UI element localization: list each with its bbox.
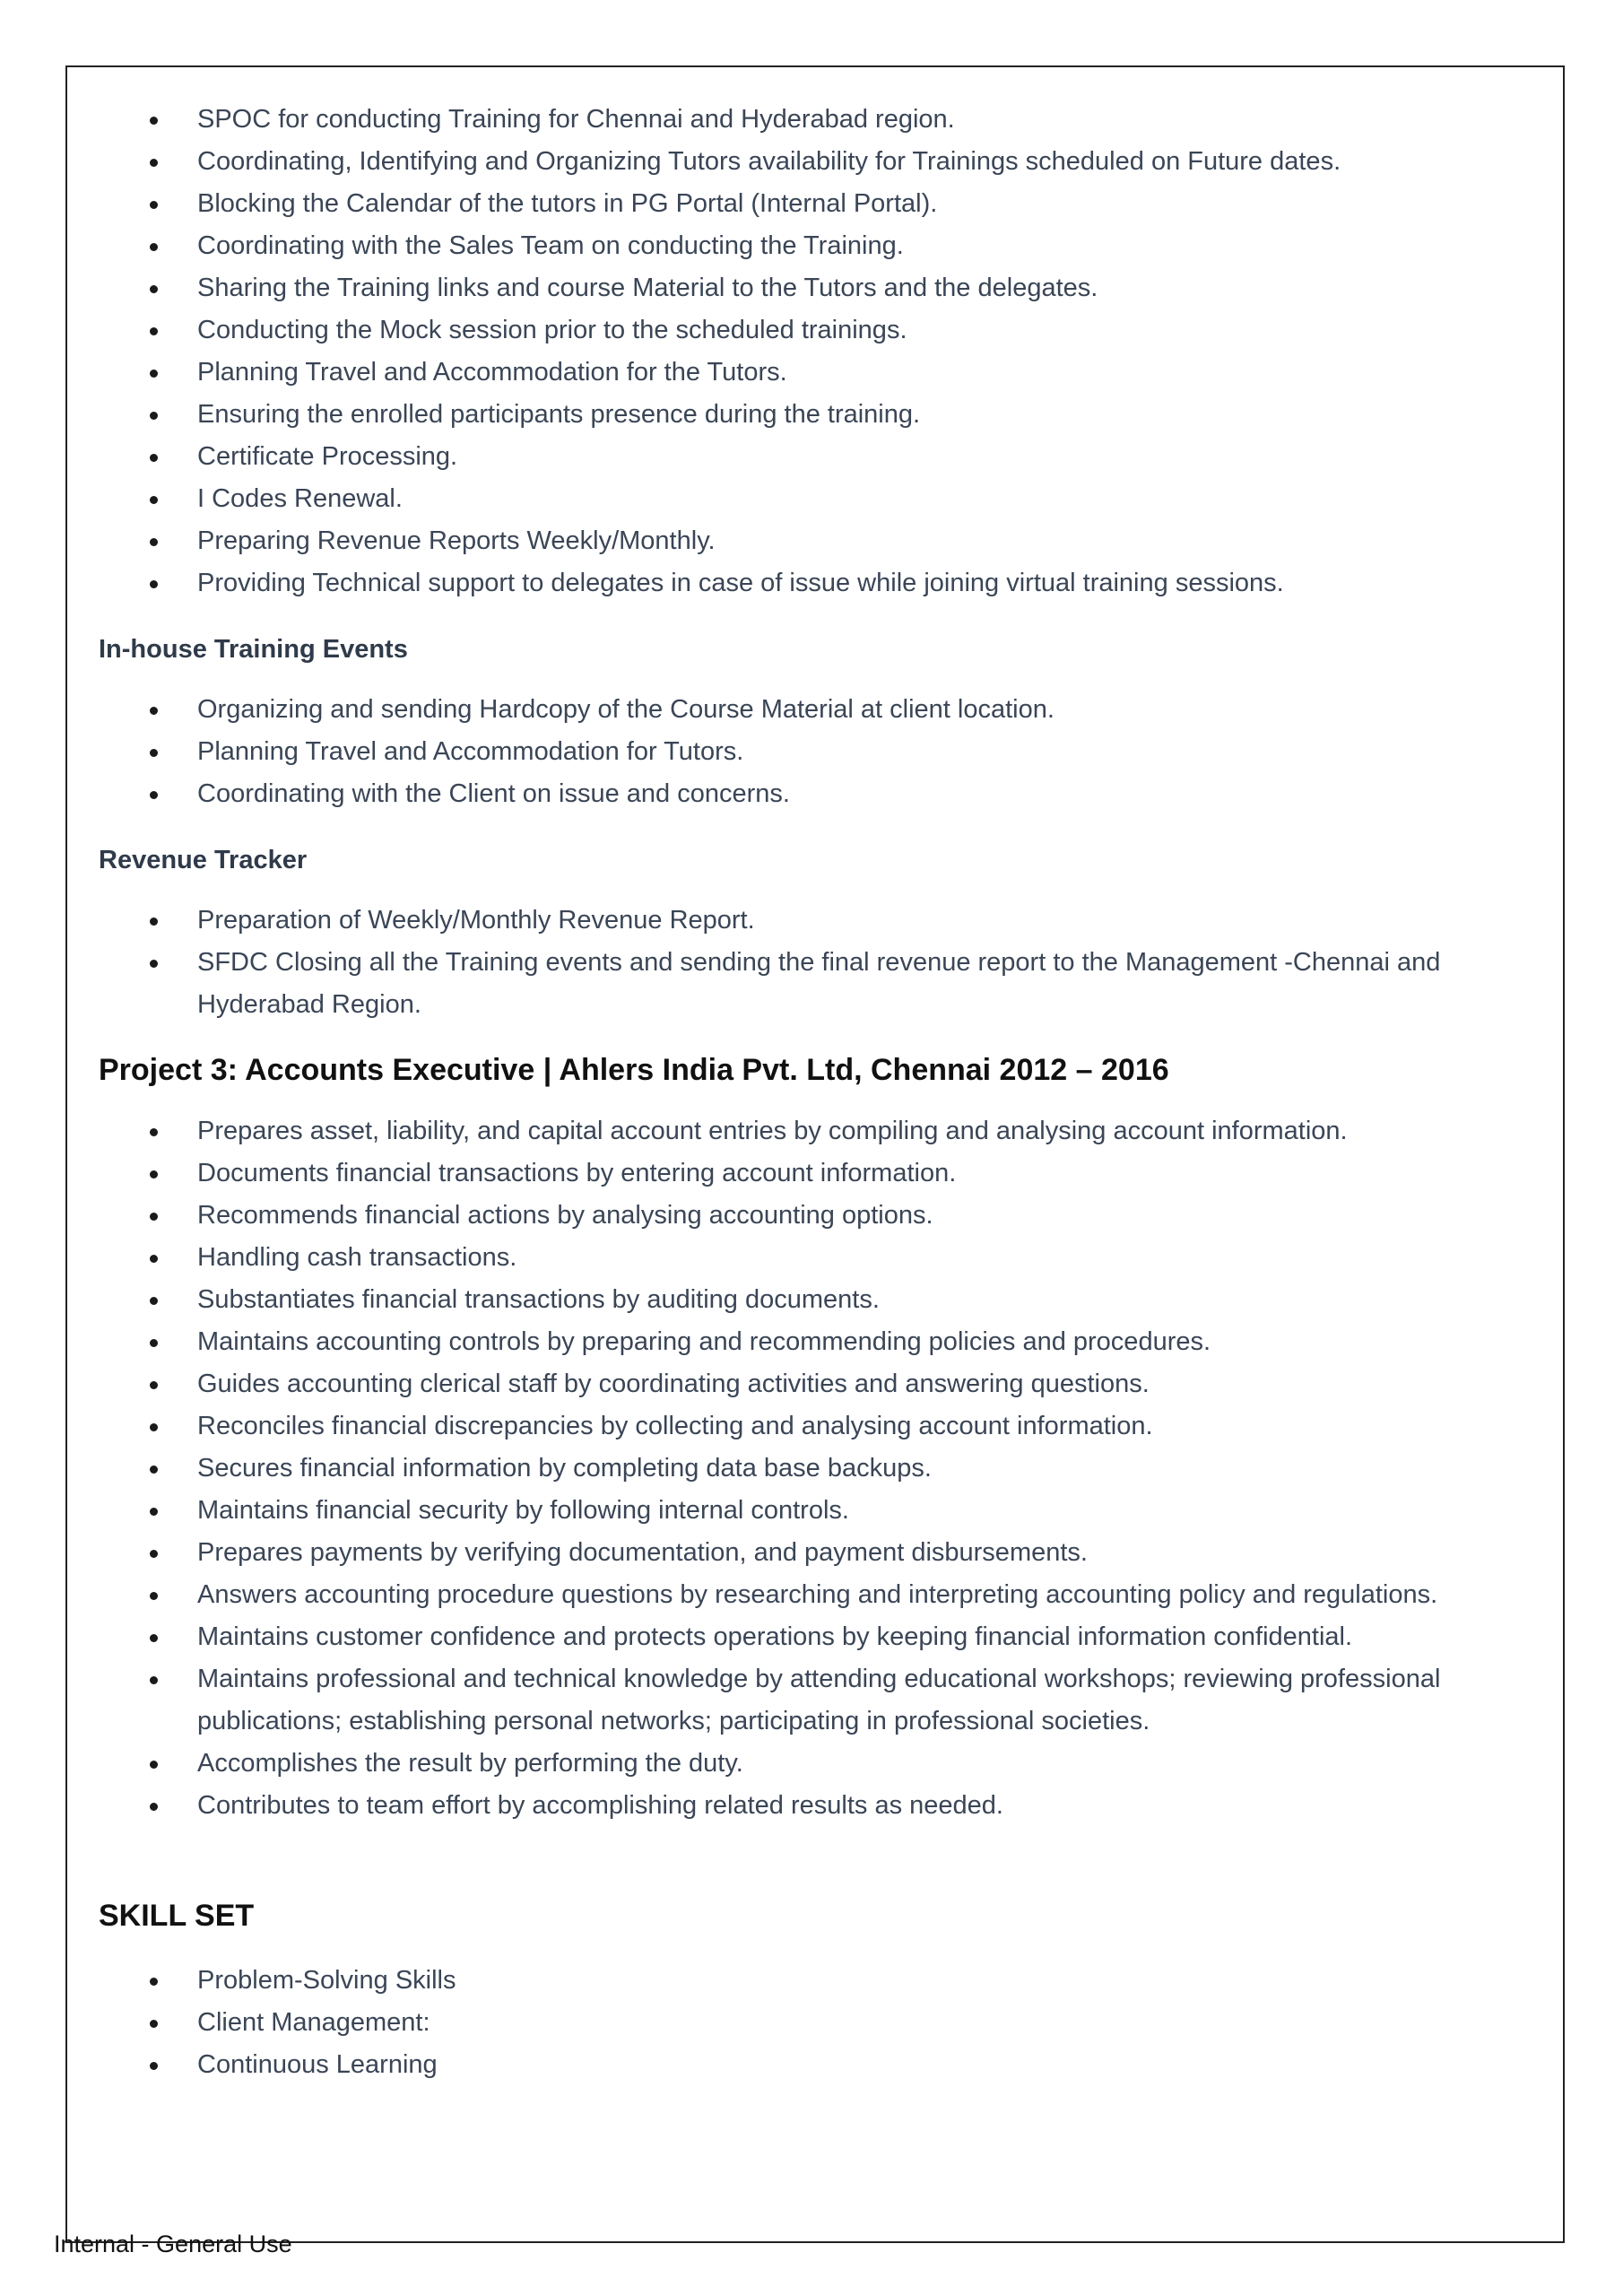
list-item: Coordinating with the Client on issue and concerns.: [99, 773, 1533, 815]
list-item: Organizing and sending Hardcopy of the Course Material at client location.: [99, 689, 1533, 731]
list-item: I Codes Renewal.: [99, 478, 1533, 520]
list-item: Secures financial information by completing data base backups.: [99, 1448, 1533, 1490]
list-item: Substantiates financial transactions by auditing documents.: [99, 1279, 1533, 1321]
list-item: Maintains financial security by following internal controls.: [99, 1490, 1533, 1532]
list-item: Continuous Learning: [99, 2044, 1533, 2086]
inhouse-list: [99, 689, 1533, 815]
project3-list: [99, 1110, 1533, 1827]
revenue-heading: Revenue Tracker: [99, 846, 308, 874]
list-item: Recommends financial actions by analysing accounting options.: [99, 1195, 1533, 1237]
list-item: Guides accounting clerical staff by coordinating activities and answering questions.: [99, 1363, 1533, 1405]
list-item: Documents financial transactions by entering account information.: [99, 1152, 1533, 1195]
skills-heading: SKILL SET: [99, 1899, 255, 1933]
list-item: Problem-Solving Skills: [99, 1960, 1533, 2002]
project3-heading: Project 3: Accounts Executive | Ahlers India Pvt. Ltd, Chennai 2012 – 2016: [99, 1053, 1169, 1087]
inhouse-heading: In-house Training Events: [99, 635, 408, 664]
list-item: Answers accounting procedure questions by researching and interpreting accounting policy and regulations.: [99, 1574, 1533, 1616]
list-item: Coordinating with the Sales Team on conducting the Training.: [99, 225, 1533, 267]
responsibilities-list: [99, 99, 1533, 604]
list-item: Sharing the Training links and course Material to the Tutors and the delegates.: [99, 267, 1533, 309]
list-item: SPOC for conducting Training for Chennai and Hyderabad region.: [99, 99, 1533, 141]
list-item: Certificate Processing.: [99, 436, 1533, 478]
revenue-list: [99, 900, 1533, 1026]
list-item: Planning Travel and Accommodation for Tutors.: [99, 731, 1533, 773]
list-item: Preparation of Weekly/Monthly Revenue Report.: [99, 900, 1533, 942]
list-item: Prepares asset, liability, and capital account entries by compiling and analysing account information.: [99, 1110, 1533, 1152]
list-item: Reconciles financial discrepancies by collecting and analysing account information.: [99, 1405, 1533, 1448]
footer-classification: Internal - General Use: [54, 2231, 292, 2257]
list-item: Maintains customer confidence and protects operations by keeping financial information confidential.: [99, 1616, 1533, 1658]
list-item: Coordinating, Identifying and Organizing Tutors availability for Trainings scheduled on Future dates.: [99, 141, 1533, 183]
list-item: Preparing Revenue Reports Weekly/Monthly.: [99, 520, 1533, 562]
list-item: Client Management:: [99, 2002, 1533, 2044]
list-item: Contributes to team effort by accomplishing related results as needed.: [99, 1785, 1533, 1827]
list-item: Conducting the Mock session prior to the scheduled trainings.: [99, 309, 1533, 352]
list-item: Prepares payments by verifying documentation, and payment disbursements.: [99, 1532, 1533, 1574]
list-item: Planning Travel and Accommodation for the Tutors.: [99, 352, 1533, 394]
list-item: Accomplishes the result by performing the duty.: [99, 1743, 1533, 1785]
list-item: Blocking the Calendar of the tutors in PG Portal (Internal Portal).: [99, 183, 1533, 225]
list-item: Maintains accounting controls by preparing and recommending policies and procedures.: [99, 1321, 1533, 1363]
skills-list: [99, 1960, 1533, 2086]
list-item: Ensuring the enrolled participants presence during the training.: [99, 394, 1533, 436]
list-item: Handling cash transactions.: [99, 1237, 1533, 1279]
list-item: SFDC Closing all the Training events and sending the final revenue report to the Management -Chennai and Hyderabad Region.: [99, 942, 1533, 1026]
document-body: [99, 99, 1533, 2086]
list-item: Providing Technical support to delegates in case of issue while joining virtual training sessions.: [99, 562, 1533, 604]
list-item: Maintains professional and technical knowledge by attending educational workshops; reviewing professional publications; establishing personal networks; participating in professional societies.: [99, 1658, 1533, 1743]
